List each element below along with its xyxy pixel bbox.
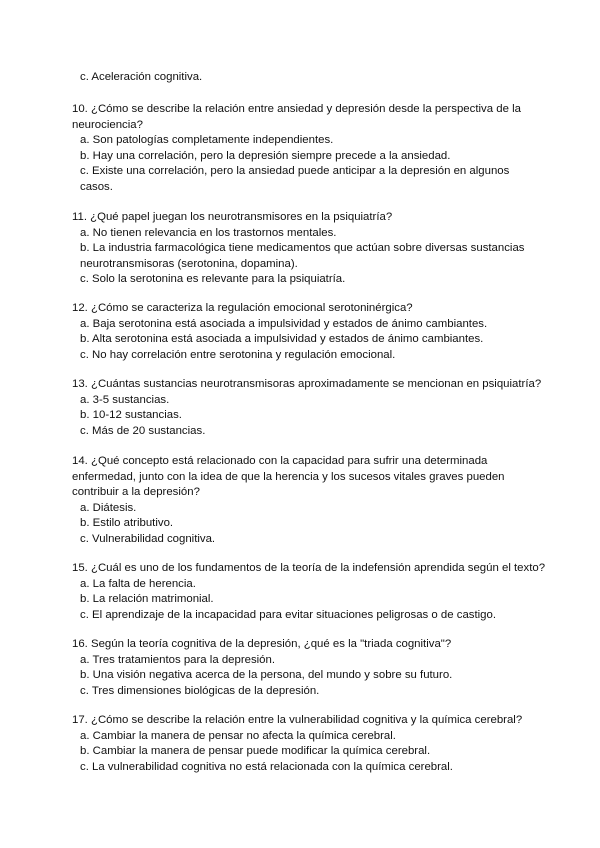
option-c: c. Más de 20 sustancias. (80, 424, 206, 437)
question-text: 17. ¿Cómo se describe la relación entre la vulnerabilidad cognitiva y la química cerebral? (72, 714, 523, 726)
question-11 (72, 210, 534, 288)
option-a: a. Tres tratamientos para la depresión. (80, 653, 276, 666)
option-b: b. Estilo atributivo. (80, 517, 174, 529)
option-c: c. No hay correlación entre serotonina y regulación emocional. (80, 348, 396, 361)
option-c: c. La vulnerabilidad cognitiva no está relacionada con la química cerebral. (80, 760, 453, 773)
option-a: a. Cambiar la manera de pensar no afecta la química cerebral. (80, 729, 396, 742)
option-a: a. La falta de herencia. (80, 577, 196, 590)
option-c: c. Vulnerabilidad cognitiva. (80, 532, 216, 545)
option-c: c. Aceleración cognitiva. (80, 71, 203, 83)
option-b: b. 10-12 sustancias. (80, 409, 182, 421)
question-12 (72, 301, 534, 363)
question-text: 14. ¿Qué concepto está relacionado con la capacidad para sufrir una determinada enfermedad, junto con la idea de que la herencia y los sucesos vitales graves pueden contribuir a la depresión? (72, 455, 505, 498)
option-b: b. Alta serotonina está asociada a impulsividad y estados de ánimo cambiantes. (80, 333, 484, 345)
question-14 (72, 454, 534, 547)
option-a: a. Baja serotonina está asociada a impulsividad y estados de ánimo cambiantes. (80, 317, 488, 330)
question-text: 13. ¿Cuántas sustancias neurotransmisoras aproximadamente se mencionan en psiquiatría? (72, 378, 542, 390)
question-16 (72, 637, 534, 699)
question-text: 10. ¿Cómo se describe la relación entre ansiedad y depresión desde la perspectiva de la neurociencia? (72, 103, 521, 131)
option-b: b. La industria farmacológica tiene medicamentos que actúan sobre diversas sustancias neurotransmisoras (serotonina, dopamina). (80, 242, 525, 270)
option-a: a. Diátesis. (80, 501, 137, 514)
question-9-tail (72, 70, 534, 86)
option-c: c. Tres dimensiones biológicas de la depresión. (80, 684, 320, 697)
question-text: 16. Según la teoría cognitiva de la depresión, ¿qué es la "triada cognitiva"? (72, 638, 452, 650)
question-text: 12. ¿Cómo se caracteriza la regulación emocional serotoninérgica? (72, 302, 413, 314)
option-a: a. 3-5 sustancias. (80, 393, 170, 406)
option-a: a. No tienen relevancia en los trastornos mentales. (80, 226, 337, 239)
question-text: 11. ¿Qué papel juegan los neurotransmisores en la psiquiatría? (72, 211, 393, 223)
option-c: c. Solo la serotonina es relevante para la psiquiatría. (80, 273, 346, 285)
question-text: 15. ¿Cuál es uno de los fundamentos de la teoría de la indefensión aprendida según el texto? (72, 562, 546, 574)
question-17 (72, 713, 534, 775)
option-b: b. Cambiar la manera de pensar puede modificar la química cerebral. (80, 745, 431, 757)
option-c: c. Existe una correlación, pero la ansiedad puede anticipar a la depresión en algunos casos. (80, 165, 510, 193)
question-10 (72, 102, 534, 195)
option-c: c. El aprendizaje de la incapacidad para evitar situaciones peligrosas o de castigo. (80, 608, 497, 621)
option-b: b. Una visión negativa acerca de la persona, del mundo y sobre su futuro. (80, 669, 453, 681)
question-13 (72, 377, 542, 439)
option-a: a. Son patologías completamente independientes. (80, 134, 334, 146)
question-15 (72, 561, 546, 623)
option-b: b. La relación matrimonial. (80, 593, 214, 605)
option-b: b. Hay una correlación, pero la depresión siempre precede a la ansiedad. (80, 149, 451, 162)
